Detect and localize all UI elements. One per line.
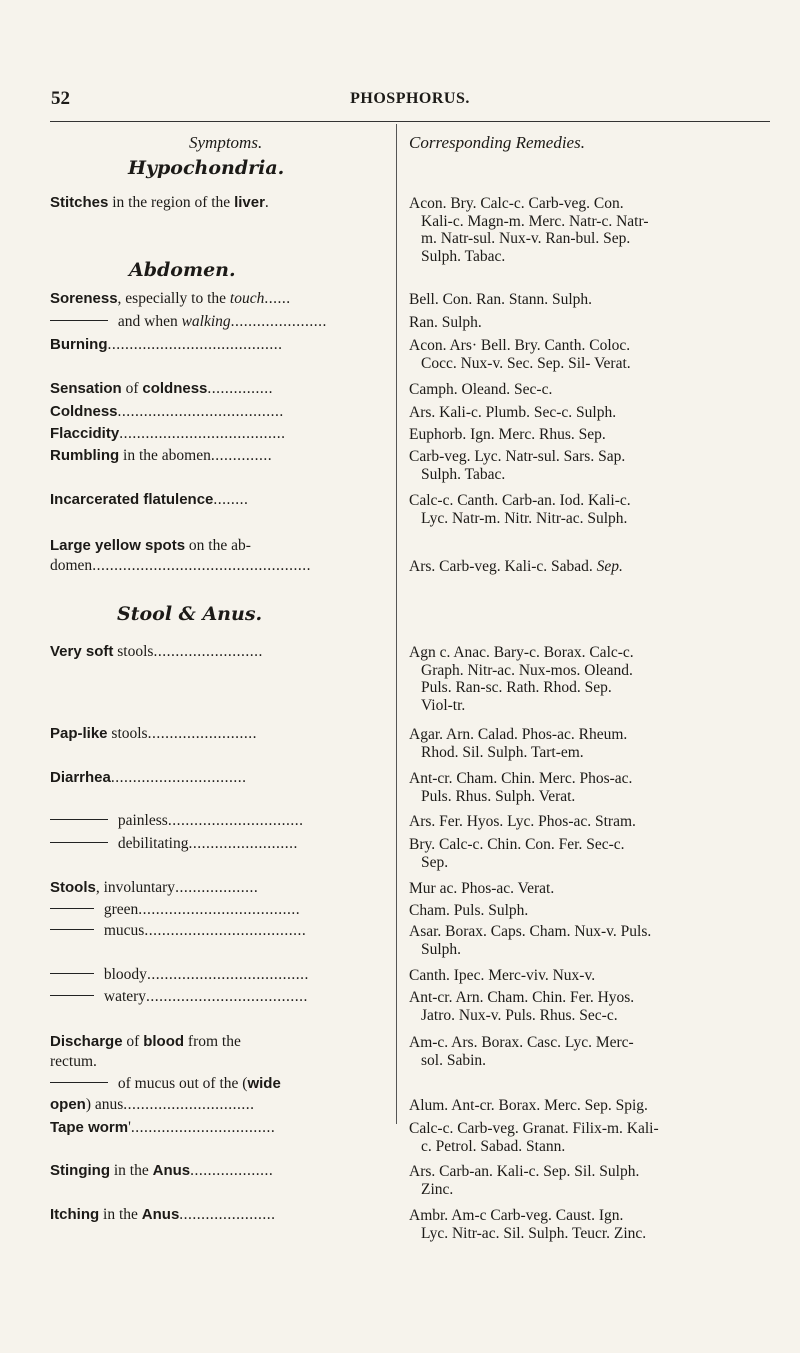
symptom-entry: Flaccidity......................................: [50, 425, 286, 442]
symptom-entry: Rumbling in the abomen..............: [50, 447, 273, 464]
symptom-entry: Itching in the Anus......................: [50, 1206, 276, 1223]
symptom-entry: watery.....................................: [50, 988, 408, 1006]
remedy-list: Ran. Sulph.: [409, 314, 482, 331]
remedy-list: Euphorb. Ign. Merc. Rhus. Sep.: [409, 426, 606, 443]
remedy-list: Alum. Ant-cr. Borax. Merc. Sep. Spig.: [409, 1097, 648, 1114]
symptom-entry: Diarrhea...............................: [50, 769, 247, 786]
symptom-entry: Incarcerated flatulence........: [50, 491, 249, 508]
symptom-entry: Soreness, especially to the touch......: [50, 290, 291, 307]
remedies-column-heading: Corresponding Remedies.: [409, 133, 585, 152]
remedy-list: Am-c. Ars. Borax. Casc. Lyc. Merc- sol. Sabin.: [409, 1034, 634, 1069]
symptom-entry: Discharge of blood from the: [50, 1033, 241, 1050]
remedy-list: Agn c. Anac. Bary-c. Borax. Calc-c. Graph. Nitr-ac. Nux-mos. Oleand. Puls. Ran-sc. Rath. Rhod. Sep. Viol-tr.: [409, 644, 634, 714]
symptom-entry: Burning........................................: [50, 336, 283, 353]
running-title: PHOSPHORUS.: [350, 90, 470, 107]
page-number: 52: [51, 88, 70, 109]
symptom-entry: green.....................................: [50, 901, 408, 919]
header-rule: [50, 121, 770, 122]
symptom-entry-continuation: open) anus..............................: [50, 1096, 255, 1113]
remedy-list: Canth. Ipec. Merc-viv. Nux-v.: [409, 967, 596, 984]
symptoms-column-heading: Symptoms.: [189, 133, 263, 152]
symptom-entry: Large yellow spots on the ab-: [50, 537, 251, 554]
remedy-list: Acon. Bry. Calc-c. Carb-veg. Con. Kali-c. Magn-m. Merc. Natr-c. Natr- m. Natr-sul. Nux-v. Ran-bul. Sep. Sulph. Tabac.: [409, 195, 649, 265]
remedy-list: Ant-cr. Cham. Chin. Merc. Phos-ac. Puls. Rhus. Sulph. Verat.: [409, 770, 633, 805]
symptom-entry: Very soft stools.........................: [50, 643, 263, 660]
remedy-list: Acon. Ars· Bell. Bry. Canth. Coloc. Cocc. Nux-v. Sec. Sep. Sil- Verat.: [409, 337, 631, 372]
section-abdomen: Abdomen.: [129, 259, 236, 281]
remedy-list: Ars. Carb-an. Kali-c. Sep. Sil. Sulph. Zinc.: [409, 1163, 640, 1198]
symptom-entry: debilitating.........................: [50, 835, 414, 853]
remedy-list: Bell. Con. Ran. Stann. Sulph.: [409, 291, 592, 308]
remedy-list: Cham. Puls. Sulph.: [409, 902, 529, 919]
symptom-entry: Stitches in the region of the liver.: [50, 194, 269, 211]
symptom-entry: Stinging in the Anus...................: [50, 1162, 274, 1179]
remedy-list: Ars. Fer. Hyos. Lyc. Phos-ac. Stram.: [409, 813, 636, 830]
symptom-entry: Coldness......................................: [50, 403, 284, 420]
symptom-entry: Pap-like stools.........................: [50, 725, 257, 742]
remedy-list: Bry. Calc-c. Chin. Con. Fer. Sec-c. Sep.: [409, 836, 625, 871]
remedy-list: Carb-veg. Lyc. Natr-sul. Sars. Sap. Sulph. Tabac.: [409, 448, 626, 483]
symptom-entry: Tape worm'.................................: [50, 1119, 276, 1136]
remedy-list: Camph. Oleand. Sec-c.: [409, 381, 553, 398]
symptom-entry: bloody.....................................: [50, 966, 408, 984]
remedy-list: Calc-c. Canth. Carb-an. Iod. Kali-c. Lyc. Natr-m. Nitr. Nitr-ac. Sulph.: [409, 492, 631, 527]
page-header: [50, 88, 770, 112]
remedy-list: Mur ac. Phos-ac. Verat.: [409, 880, 555, 897]
section-hypochondria: Hypochondria.: [128, 157, 285, 179]
symptom-entry: and when walking......................: [50, 313, 414, 331]
remedy-list: Asar. Borax. Caps. Cham. Nux-v. Puls. Sulph.: [409, 923, 652, 958]
symptom-entry-continuation: rectum.: [50, 1053, 97, 1070]
remedy-list: Ars. Kali-c. Plumb. Sec-c. Sulph.: [409, 404, 617, 421]
remedy-list: Calc-c. Carb-veg. Granat. Filix-m. Kali- c. Petrol. Sabad. Stann.: [409, 1120, 659, 1155]
remedy-list: Ambr. Am-c Carb-veg. Caust. Ign. Lyc. Nitr-ac. Sil. Sulph. Teucr. Zinc.: [409, 1207, 647, 1242]
remedy-list: Agar. Arn. Calad. Phos-ac. Rheum. Rhod. Sil. Sulph. Tart-em.: [409, 726, 628, 761]
remedy-list: Ars. Carb-veg. Kali-c. Sabad. Sep.: [409, 558, 623, 575]
symptom-entry: Sensation of coldness...............: [50, 380, 274, 397]
remedy-list: Ant-cr. Arn. Cham. Chin. Fer. Hyos. Jatro. Nux-v. Puls. Rhus. Sec-c.: [409, 989, 635, 1024]
section-stool-anus: Stool & Anus.: [117, 603, 263, 625]
symptom-entry: painless...............................: [50, 812, 414, 830]
symptom-entry: Stools, involuntary...................: [50, 879, 259, 896]
symptom-entry-continuation: domen..................................................: [50, 557, 311, 574]
symptom-entry: mucus.....................................: [50, 922, 408, 940]
symptom-entry: of mucus out of the (wide: [50, 1075, 414, 1093]
